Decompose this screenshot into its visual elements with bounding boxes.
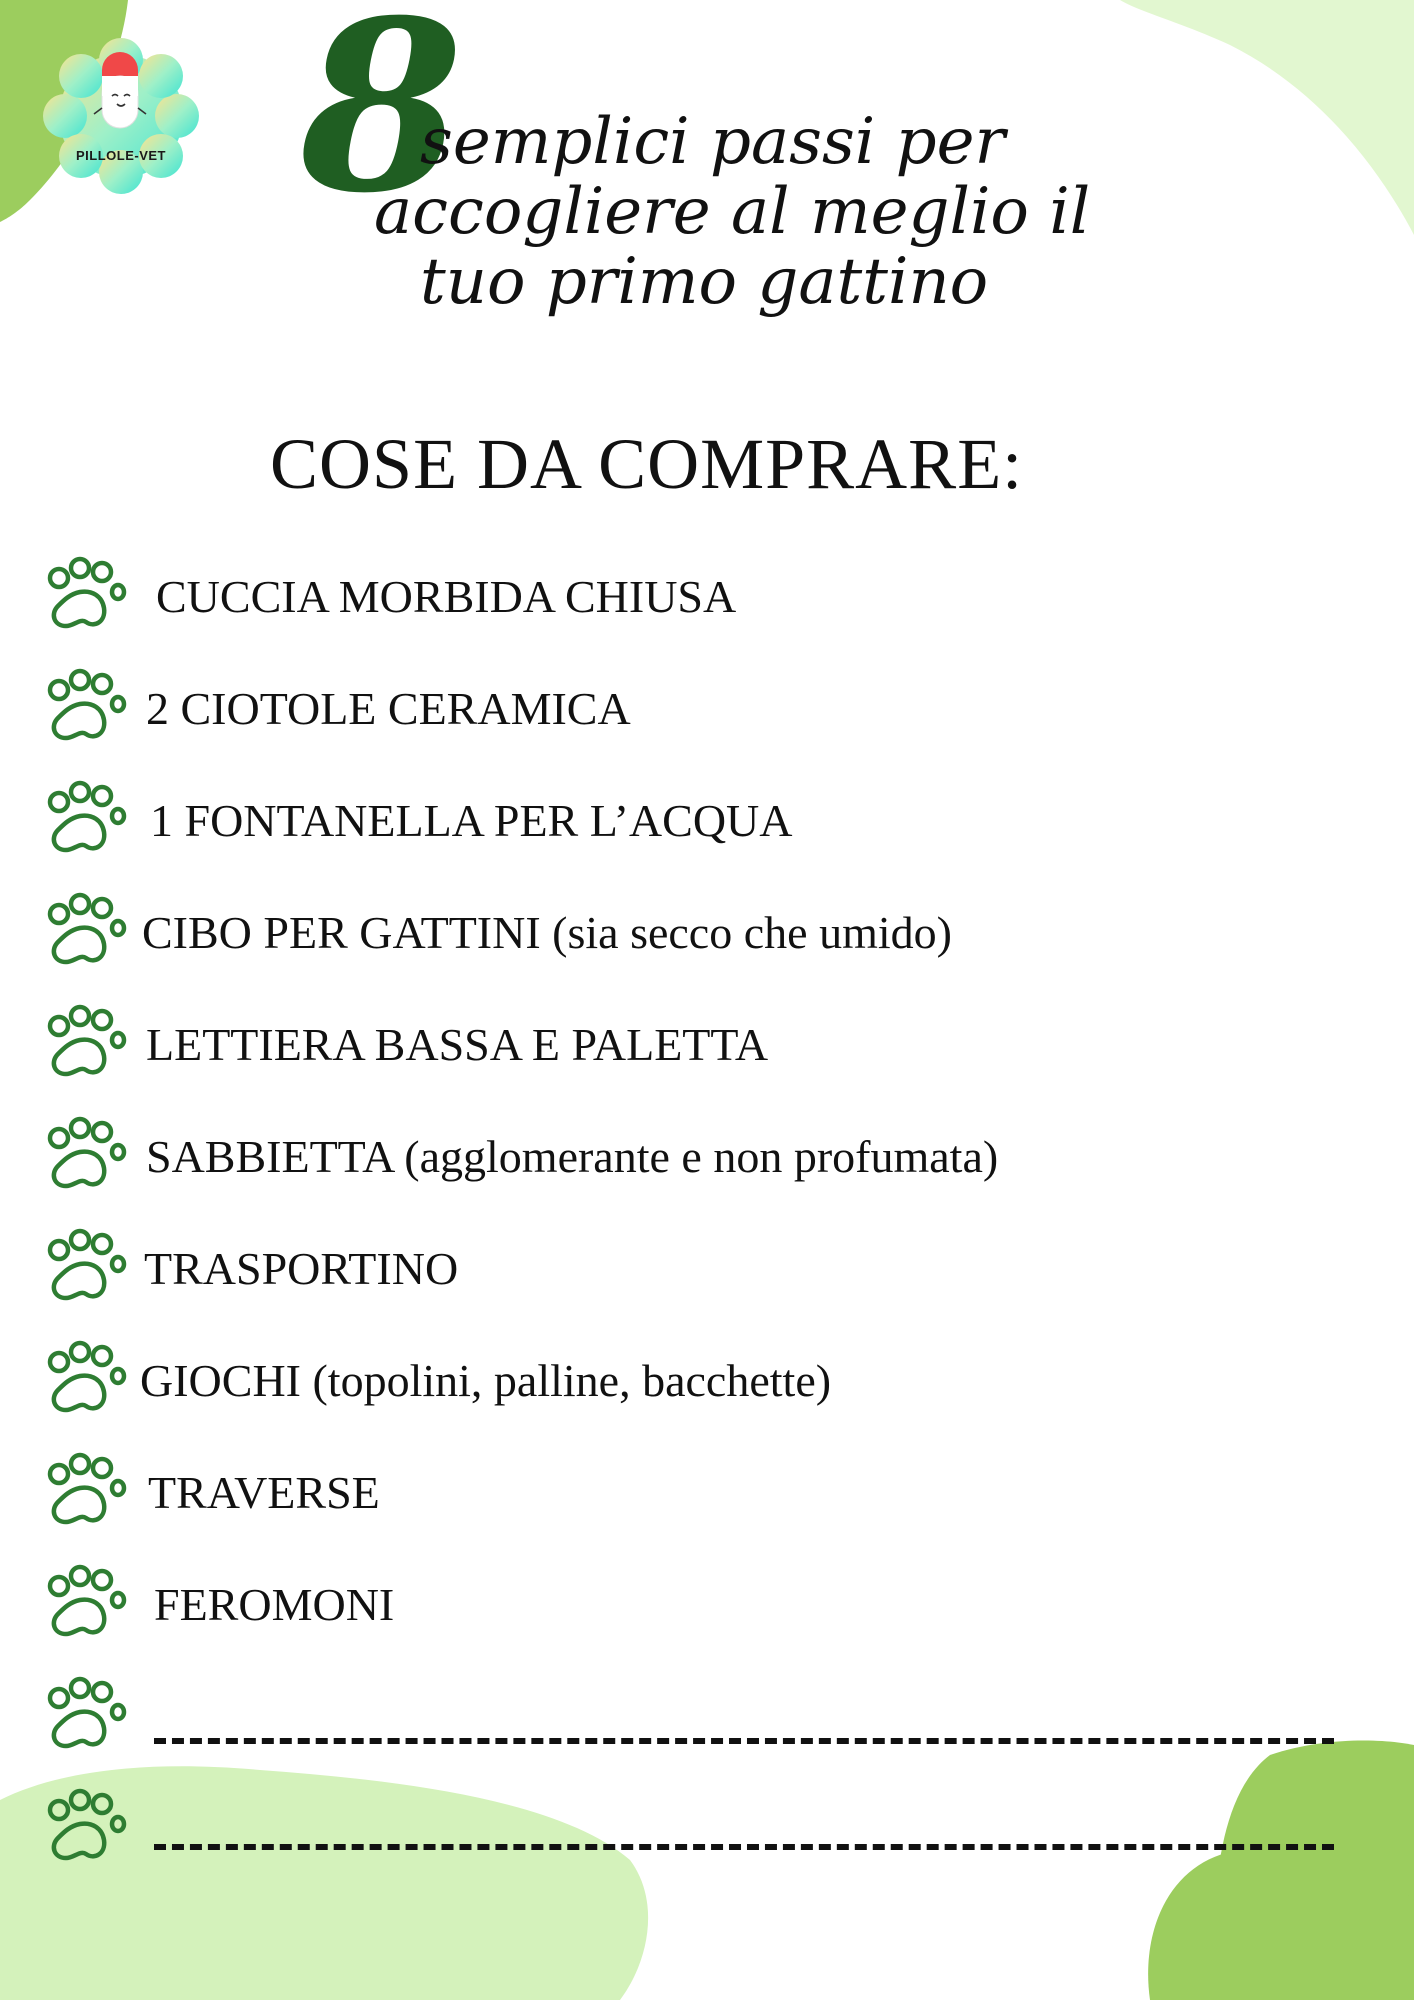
paw-print-icon — [44, 556, 128, 632]
item-text: GIOCHI (topolini, palline, bacchette) — [140, 1355, 832, 1406]
list-item — [44, 892, 1374, 972]
paw-print-icon — [44, 1788, 128, 1864]
section-title: COSE DA COMPRARE: — [270, 424, 1024, 504]
heading-line-2: accogliere al meglio il — [374, 175, 1091, 249]
list-item — [44, 780, 1374, 860]
list-item — [44, 1004, 1374, 1084]
list-item — [44, 1452, 1374, 1532]
logo-text: PILLOLE-VET — [76, 148, 166, 163]
paw-print-icon — [44, 1564, 128, 1640]
item-text: 2 CIOTOLE CERAMICA — [146, 683, 631, 734]
item-text: LETTIERA BASSA E PALETTA — [146, 1019, 769, 1070]
list-item — [44, 556, 1374, 636]
item-text: TRASPORTINO — [144, 1243, 459, 1294]
paw-print-icon — [44, 780, 128, 856]
item-text: CIBO PER GATTINI (sia secco che umido) — [142, 907, 952, 958]
blank-list-item — [44, 1676, 1374, 1756]
item-text: CUCCIA MORBIDA CHIUSA — [156, 571, 737, 622]
item-text: SABBIETTA (agglomerante e non profumata) — [146, 1131, 999, 1182]
item-text: 1 FONTANELLA PER L’ACQUA — [150, 795, 793, 846]
list-item — [44, 1228, 1374, 1308]
heading-line-1: semplici passi per — [420, 105, 1006, 179]
heading-number: 8 — [300, 0, 464, 245]
list-item — [44, 1564, 1374, 1644]
item-text: FEROMONI — [154, 1579, 395, 1630]
list-item — [44, 1116, 1374, 1196]
paw-print-icon — [44, 1116, 128, 1192]
blank-write-line — [154, 1738, 1334, 1744]
list-item — [44, 668, 1374, 748]
paw-print-icon — [44, 1452, 128, 1528]
paw-print-icon — [44, 1004, 128, 1080]
paw-print-icon — [44, 668, 128, 744]
list-item — [44, 1340, 1374, 1420]
paw-print-icon — [44, 1228, 128, 1304]
blank-write-line — [154, 1844, 1334, 1850]
paw-print-icon — [44, 892, 128, 968]
blank-list-item — [44, 1788, 1374, 1868]
paw-print-icon — [44, 1676, 128, 1752]
paw-print-icon — [44, 1340, 128, 1416]
heading-line-3: tuo primo gattino — [420, 245, 989, 319]
item-text: TRAVERSE — [148, 1467, 380, 1518]
